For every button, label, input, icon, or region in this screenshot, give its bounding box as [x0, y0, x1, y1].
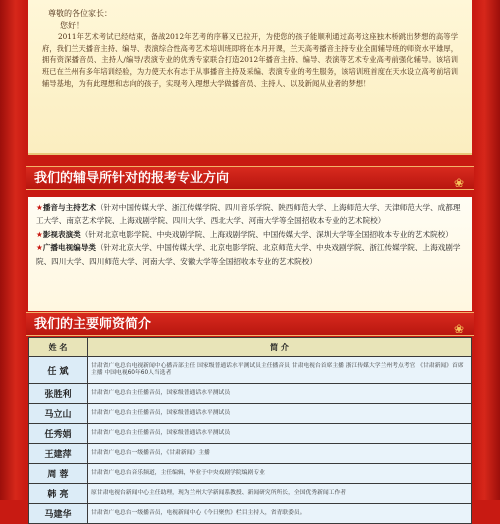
letter-greeting: 您好！ [60, 20, 84, 30]
star-icon: ★ [36, 203, 43, 212]
major-name: 播音与主持艺术 [42, 203, 96, 212]
table-row [29, 444, 472, 464]
majors-section-title [26, 166, 474, 190]
ornament-icon: ❀ [453, 176, 464, 190]
letter-body: 2011年艺术考试已经结束，备战2012年艺考的序幕又已拉开，为使您的孩子能顺利通过高考这座独木桥跳出梦想的高等学府，我们兰天播音主持、编导、表演综合性高考艺术培训班即将在本月开课，兰天高考播音主持专业全面辅导班的师资水平雄厚，拥有资深播音员、主持人/编导/表演专业的优秀专家联合打造2012年播音主持、编导、表演等艺术专业高考前强化辅导。该培训班已在兰州有多年培训经验，为力使天水有志于从事播音主持及采编、表演专业的考生服务，该培训班首度在天水设立高考前培训辅导基地，为有此理想和志向的孩子，实现考入理想大学做播音员、主持人、以及新闻从业者的梦想！ [42, 32, 458, 88]
ornament-icon: ❀ [453, 322, 464, 336]
major-name: 影视表演类 [42, 229, 81, 239]
teacher-intro: 甘肃省广电总台主任播音员，国家级普通话水平测试员 [88, 424, 472, 444]
majors-title-text: 我们的辅导所针对的报考专业方向 [34, 171, 230, 186]
table-header-row [29, 338, 472, 357]
teacher-name: 任 斌 [29, 357, 88, 384]
major-text: （针对中国传媒大学、浙江传媒学院、四川音乐学院、陕西师范大学、上海师范大学、天津师范大学、成都理工大学、南京艺术学院、上海戏剧学院、四川大学、西北大学、河南大学等全国招收本专业的艺术院校） [36, 203, 461, 226]
teacher-name: 张胜利 [29, 384, 88, 404]
table-row [29, 404, 472, 424]
list-item [36, 241, 464, 268]
table-row [29, 424, 472, 444]
majors-list [28, 197, 472, 311]
teacher-intro: 甘肃省广电总台一级播音员，《甘肃新闻》主播 [88, 444, 472, 464]
major-text: （针对北京大学、中国传媒大学、北京电影学院、北京师范大学、中央戏剧学院、浙江传媒学院、上海戏剧学院、四川大学、四川师范大学、河南大学、安徽大学等全国招收本专业的艺术院校） [36, 243, 461, 266]
table-row [29, 464, 472, 484]
list-item [36, 201, 464, 228]
teacher-name: 韩 亮 [29, 484, 88, 504]
teachers-section-title [26, 312, 474, 336]
teacher-name: 任秀娟 [29, 424, 88, 444]
teachers-title-text: 我们的主要师资简介 [34, 317, 152, 332]
right-red-frame [474, 0, 500, 500]
star-icon: ★ [36, 229, 43, 239]
table-row [29, 484, 472, 504]
teacher-intro: 甘肃省广电总台电视新闻中心播音部主任 国家级普通话水平测试员主任播音员 甘肃电视台首席主播 浙江传媒大学兰州考点考官 《甘肃新闻》首席主播 中国电视60年60人当选者 [88, 357, 472, 384]
list-item [36, 228, 464, 241]
teacher-name: 马建华 [29, 504, 88, 524]
teacher-intro: 甘肃省广电总台主任播音员，国家级普通话水平测试员 [88, 384, 472, 404]
teacher-intro: 甘肃省广电总台一级播音员，电视新闻中心《今日聚焦》栏目主持人，省青联委员。 [88, 504, 472, 524]
table-row [29, 357, 472, 384]
column-header-name: 姓 名 [29, 338, 88, 357]
letter-block [28, 0, 472, 155]
table-row [29, 504, 472, 524]
teacher-name: 王建萍 [29, 444, 88, 464]
star-icon: ★ [36, 243, 43, 253]
teachers-table [28, 337, 472, 524]
major-text: （针对北京电影学院、中央戏剧学院、上海戏剧学院、中国传媒大学、深圳大学等全国招收本专业的艺术院校） [80, 229, 453, 239]
teacher-name: 周 蓉 [29, 464, 88, 484]
column-header-intro: 简 介 [88, 338, 472, 357]
table-row [29, 384, 472, 404]
teacher-name: 马立山 [29, 404, 88, 424]
letter-salutation: 尊敬的各位家长： [48, 9, 112, 18]
teacher-intro: 甘肃省广电总台主任播音员，国家级普通话水平测试员 [88, 404, 472, 424]
teachers-table-wrap [28, 337, 472, 520]
teacher-intro: 原甘肃电视台新闻中心主任助理，现为兰州大学新闻系教授、新闻研究所所长，全国优秀新闻工作者 [88, 484, 472, 504]
teacher-intro: 甘肃省广电总台音乐频道，主任编辑，毕业于中央戏剧学院编剧专业 [88, 464, 472, 484]
left-red-frame [0, 0, 26, 500]
major-name: 广播电视编导类 [42, 243, 96, 253]
